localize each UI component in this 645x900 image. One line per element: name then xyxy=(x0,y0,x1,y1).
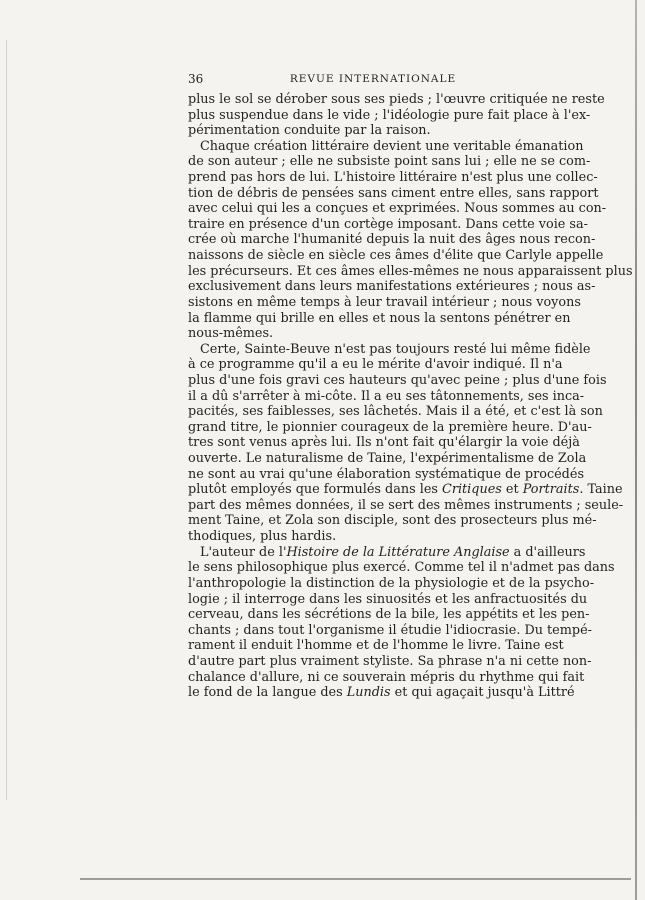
bottom-rule xyxy=(80,878,631,880)
text-line: tion de débris de pensées sans ciment entre elles, sans rapport xyxy=(188,185,599,201)
text-segment: . Taine xyxy=(579,482,623,498)
text-line: les précurseurs. Et ces âmes elles-mêmes ne nous apparaissent plus xyxy=(188,263,633,279)
text-line: l'anthropologie la distinction de la physiologie et de la psycho- xyxy=(188,575,595,591)
text-segment: et xyxy=(501,482,523,498)
text-line: naissons de siècle en siècle ces âmes d'élite que Carlyle appelle xyxy=(188,248,604,264)
text-line: Chaque création littéraire devient une veritable émanation xyxy=(200,138,584,154)
page-number: 36 xyxy=(188,72,204,86)
text-line: crée où marche l'humanité depuis la nuit des âges nous recon- xyxy=(188,232,596,248)
italic-title: Lundis xyxy=(346,685,391,701)
text-line xyxy=(188,685,575,701)
text-line: cerveau, dans les sécrétions de la bile, les appétits et les pen- xyxy=(188,607,590,623)
text-line: grand titre, le pionnier courageux de la première heure. D'au- xyxy=(188,419,592,435)
text-segment: plutôt employés que formulés dans les xyxy=(188,482,443,498)
text-segment: L'auteur de l' xyxy=(200,544,287,560)
text-line: plus d'une fois gravi ces hauteurs qu'avec peine ; plus d'une fois xyxy=(188,372,607,388)
text-line: chalance d'allure, ni ce souverain mépris du rhythme qui fait xyxy=(188,669,585,685)
text-line: tres sont venus après lui. Ils n'ont fait qu'élargir la voie déjà xyxy=(188,435,580,451)
text-segment: a d'ailleurs xyxy=(509,544,586,560)
text-line: pacités, ses faiblesses, ses lâchetés. Mais il a été, et c'est là son xyxy=(188,404,603,420)
text-line: périmentation conduite par la raison. xyxy=(188,123,431,139)
text-line: exclusivement dans leurs manifestations extérieures ; nous as- xyxy=(188,279,596,295)
text-line: à ce programme qu'il a eu le mérite d'avoir indiqué. Il n'a xyxy=(188,357,563,373)
text-line: traire en présence d'un cortège imposant. Dans cette voie sa- xyxy=(188,216,588,232)
text-line: rament il enduit l'homme et de l'homme le livre. Taine est xyxy=(188,638,564,654)
italic-title: Critiques xyxy=(442,482,502,498)
text-segment: et qui agaçait jusqu'à Littré xyxy=(390,685,575,701)
text-line: il a dû s'arrêter à mi-côte. Il a eu ses tâtonnements, ses inca- xyxy=(188,388,585,404)
text-line: sistons en même temps à leur travail intérieur ; nous voyons xyxy=(188,294,581,310)
text-segment: le fond de la langue des xyxy=(188,685,347,701)
text-line xyxy=(188,482,623,498)
running-title: REVUE INTERNATIONALE xyxy=(289,73,457,85)
text-line: nous-mêmes. xyxy=(188,326,274,342)
text-line: prend pas hors de lui. L'histoire littéraire n'est plus une collec- xyxy=(188,170,598,186)
text-line: Certe, Sainte-Beuve n'est pas toujours resté lui même fidèle xyxy=(200,341,591,357)
body-text xyxy=(188,92,633,701)
text-line: ouverte. Le naturalisme de Taine, l'expérimentalisme de Zola xyxy=(188,451,587,467)
page-edge-left xyxy=(6,40,7,800)
text-line: la flamme qui brille en elles et nous la sentons pénétrer en xyxy=(188,310,571,326)
text-line: chants ; dans tout l'organisme il étudie l'idiocrasie. Du tempé- xyxy=(188,622,592,638)
page-edge-right xyxy=(635,0,637,900)
text-line: le sens philosophique plus exercé. Comme tel il n'admet pas dans xyxy=(188,560,615,576)
text-line: ne sont au vrai qu'une élaboration systématique de procédés xyxy=(188,466,585,482)
text-line: logie ; il interroge dans les sinuosités et les anfractuosités du xyxy=(188,591,588,607)
text-line: plus suspendue dans le vide ; l'idéologie pure fait place à l'ex- xyxy=(188,107,591,123)
text-line: de son auteur ; elle ne subsiste point sans lui ; elle ne se com- xyxy=(188,154,591,170)
italic-title: Histoire de la Littérature Anglaise xyxy=(286,544,510,560)
text-line: part des mêmes données, il se sert des mêmes instruments ; seule- xyxy=(188,497,624,513)
text-line: ment Taine, et Zola son disciple, sont des prosecteurs plus mé- xyxy=(188,513,597,529)
italic-title: Portraits xyxy=(522,482,580,498)
text-line: avec celui qui les a conçues et exprimées. Nous sommes au con- xyxy=(188,201,607,217)
text-line: plus le sol se dérober sous ses pieds ; l'œuvre critiquée ne reste xyxy=(188,92,605,107)
text-line xyxy=(188,544,586,561)
text-line: d'autre part plus vraiment styliste. Sa phrase n'a ni cette non- xyxy=(188,653,592,669)
running-header xyxy=(188,72,558,92)
text-line: thodiques, plus hardis. xyxy=(188,529,337,545)
